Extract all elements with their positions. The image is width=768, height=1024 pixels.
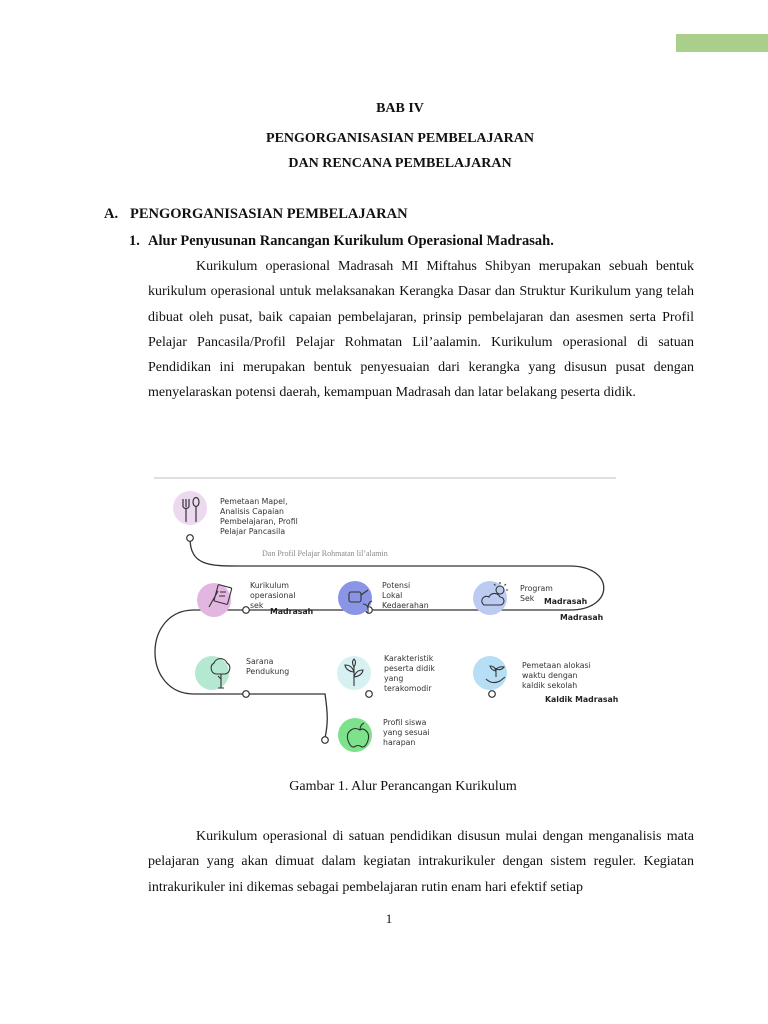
step-4-overlay-2: Madrasah	[560, 613, 604, 622]
step-1-circle	[173, 491, 207, 525]
step-1	[173, 491, 300, 536]
step-8	[338, 718, 432, 752]
step-4	[473, 581, 603, 622]
flow-path	[155, 538, 604, 738]
step-6	[337, 654, 437, 693]
curriculum-flow-figure	[150, 474, 620, 764]
step-2	[197, 581, 313, 617]
chapter-label: BAB IV	[376, 101, 424, 116]
flow-node	[489, 691, 496, 698]
step-7-text: Pemetaan alokasi waktu dengan kaldik sekolah	[522, 661, 591, 690]
paragraph-2: Kurikulum operasional di satuan pendidikan disusun mulai dengan menganalisis mata pelajaran yang akan dimuat dalam kegiatan intrakurikuler dengan sistem reguler. Kegiatan intrakurikuler ini dikemas sebagai pembelajaran rutin enam hari efektif setiap	[148, 829, 694, 895]
page-number: 1	[385, 911, 393, 926]
step-5	[195, 656, 289, 690]
subsection-title: Alur Penyusunan Rancangan Kurikulum Operasional Madrasah.	[148, 233, 554, 249]
flow-node	[322, 737, 329, 744]
step-2-overlay: Madrasah	[270, 607, 314, 616]
step-2-text: Kurikulum operasional sek	[250, 581, 296, 610]
step-3-text: Potensi Lokal Kedaerahan	[382, 581, 429, 610]
step-1-text: Pemetaan Mapel, Analisis Capaian Pembelajaran, Profil Pelajar Pancasila	[220, 497, 298, 536]
header-tab-decoration	[676, 34, 768, 52]
step-4-overlay: Madrasah	[544, 597, 588, 606]
section-title: PENGORGANISASIAN PEMBELAJARAN	[130, 206, 408, 222]
step-7	[473, 656, 618, 704]
step-8-text: Profil siswa yang sesuai harapan	[383, 718, 430, 747]
section-heading-a	[104, 206, 408, 223]
step-5-text: Sarana Pendukung	[246, 657, 290, 676]
step-7-circle	[473, 656, 507, 690]
step-3	[338, 581, 429, 615]
paragraph-1: Kurikulum operasional Madrasah MI Miftahus Shibyan merupakan sebuah bentuk kurikulum operasional untuk melaksanakan Kerangka Dasar dan Struktur Kurikulum yang telah dibuat oleh pusat, baik capaian pembelajaran, prinsip pembelajaran dan asesmen serta Profil Pelajar Pancasila/Profil Pelajar Rohmatan Lil’aalamin. Kurikulum operasional di satuan Pendidikan ini merupakan bentuk penyesuaian dari kerangka yang disusun pusat dengan menyelaraskan potensi daerah, kemampuan Madrasah dan latar belakang peserta didik.	[148, 259, 694, 401]
chapter-title-line1: PENGORGANISASIAN PEMBELAJARAN	[266, 131, 534, 146]
figure-subtitle: Dan Profil Pelajar Rohmatan lil’alamin	[262, 549, 388, 558]
step-7-overlay: Kaldik Madrasah	[545, 695, 619, 704]
step-5-circle	[195, 656, 229, 690]
figure-caption: Gambar 1. Alur Perancangan Kurikulum	[289, 779, 517, 794]
step-6-text: Karakteristik peserta didik yang terakomodir	[384, 654, 435, 693]
flow-node	[243, 691, 250, 698]
step-4-text: Program Sek	[520, 584, 553, 603]
subsection-heading-1	[129, 233, 554, 250]
flow-node	[187, 535, 194, 542]
section-letter: A.	[104, 206, 119, 222]
subsection-number: 1.	[129, 233, 140, 249]
flow-node	[366, 691, 373, 698]
step-3-circle	[338, 581, 372, 615]
flow-node	[243, 607, 250, 614]
chapter-title-line2: DAN RENCANA PEMBELAJARAN	[288, 156, 512, 171]
